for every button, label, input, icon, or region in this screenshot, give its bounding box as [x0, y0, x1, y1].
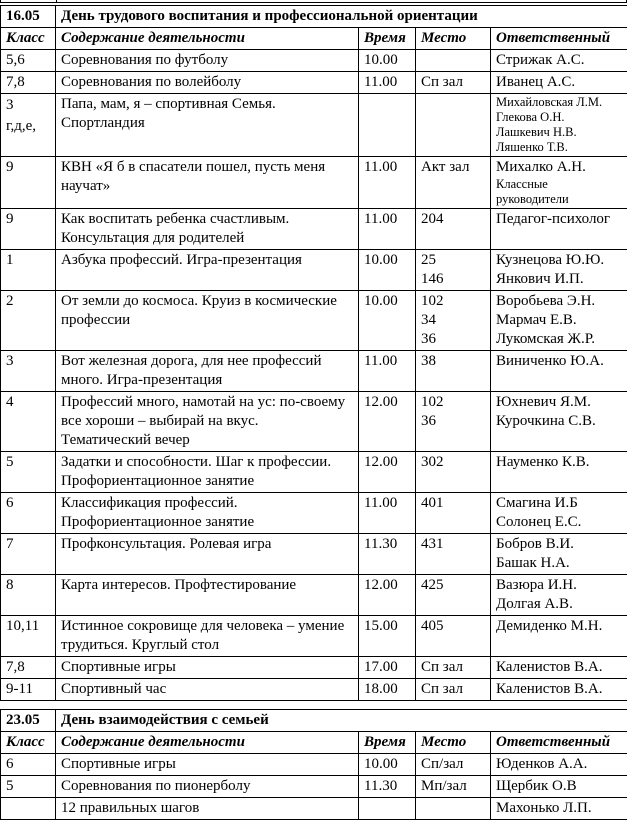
time-cell: 11.00 — [359, 351, 416, 392]
responsible-cell — [491, 392, 627, 452]
activity-text: все хороши – выбирай на вкус. — [61, 412, 354, 431]
class-cell — [1, 157, 56, 209]
class-label: 6 — [6, 755, 51, 774]
place-label: Сп зал — [421, 658, 486, 677]
place-label: Сп зал — [421, 73, 486, 92]
responsible-name: Махонько Л.П. — [496, 799, 623, 818]
content-cell — [56, 72, 359, 94]
place-cell — [416, 679, 491, 701]
class-cell — [1, 657, 56, 679]
activity-text: Профконсультация. Ролевая игра — [61, 535, 354, 554]
content-cell — [56, 50, 359, 72]
class-label: 7 — [6, 535, 51, 554]
place-label: 302 — [421, 453, 486, 472]
responsible-name: Юхневич Я.М. — [496, 393, 623, 412]
activity-text: Профессий много, намотай на ус: по-своему — [61, 393, 354, 412]
class-cell — [1, 94, 56, 157]
activity-text: научат» — [61, 177, 354, 196]
col-header-responsible: Ответственный — [491, 28, 627, 50]
schedule-table-23.05 — [0, 709, 627, 820]
place-label: 38 — [421, 352, 486, 371]
place-cell — [416, 534, 491, 575]
responsible-cell — [491, 657, 627, 679]
activity-text: Соревнования по футболу — [61, 51, 354, 70]
class-label: 2 — [6, 292, 51, 311]
responsible-cell — [491, 452, 627, 493]
class-cell — [1, 72, 56, 94]
responsible-name: Педагог-психолог — [496, 210, 623, 229]
time-cell — [359, 94, 416, 157]
section-date: 16.05 — [1, 6, 56, 28]
responsible-name: Юденков А.А. — [496, 755, 623, 774]
class-label: 10,11 — [6, 617, 51, 636]
class-cell — [1, 575, 56, 616]
section-date: 23.05 — [1, 710, 56, 732]
place-label: Акт зал — [421, 158, 486, 177]
class-cell — [1, 754, 56, 776]
place-cell — [416, 798, 491, 820]
activity-text: Азбука профессий. Игра-презентация — [61, 251, 354, 270]
activity-text: Консультация для родителей — [61, 229, 354, 248]
class-cell — [1, 616, 56, 657]
content-cell — [56, 452, 359, 493]
class-label: 5 — [6, 453, 51, 472]
content-cell — [56, 209, 359, 250]
document-body — [0, 5, 627, 820]
section-header-row — [1, 6, 627, 28]
place-label: 25 — [421, 251, 486, 270]
class-cell — [1, 351, 56, 392]
responsible-name: Демиденко М.Н. — [496, 617, 623, 636]
responsible-cell — [491, 94, 627, 157]
place-cell — [416, 392, 491, 452]
activity-text: много. Игра-презентация — [61, 371, 354, 390]
previous-table-fragment — [0, 0, 627, 3]
time-cell: 17.00 — [359, 657, 416, 679]
place-cell — [416, 94, 491, 157]
content-cell — [56, 157, 359, 209]
activity-text: Вот железная дорога, для нее профессий — [61, 352, 354, 371]
time-cell: 11.00 — [359, 157, 416, 209]
responsible-name: Глекова О.Н. — [496, 110, 623, 125]
responsible-name: Виниченко Ю.А. — [496, 352, 623, 371]
class-label: 9 — [6, 210, 51, 229]
schedule-row — [1, 616, 627, 657]
schedule-row — [1, 452, 627, 493]
responsible-name: Науменко К.В. — [496, 453, 623, 472]
schedule-row — [1, 351, 627, 392]
responsible-cell — [491, 157, 627, 209]
responsible-cell — [491, 776, 627, 798]
place-cell — [416, 157, 491, 209]
activity-text: Как воспитать ребенка счастливым. — [61, 210, 354, 229]
schedule-row — [1, 493, 627, 534]
responsible-name: Башак Н.А. — [496, 554, 623, 573]
time-cell: 11.30 — [359, 776, 416, 798]
time-cell: 10.00 — [359, 50, 416, 72]
content-cell — [56, 575, 359, 616]
place-label: 401 — [421, 494, 486, 513]
responsible-cell — [491, 50, 627, 72]
responsible-name: Каленистов В.А. — [496, 680, 623, 699]
place-label: 431 — [421, 535, 486, 554]
schedule-row — [1, 72, 627, 94]
responsible-cell — [491, 679, 627, 701]
responsible-name: Классные руководители — [496, 177, 623, 207]
schedule-row — [1, 754, 627, 776]
col-header-time: Время — [359, 28, 416, 50]
responsible-name: Мармач Е.В. — [496, 311, 623, 330]
responsible-name: Михалко А.Н. — [496, 158, 623, 177]
responsible-name: Михайловская Л.М. — [496, 95, 623, 110]
activity-text: От земли до космоса. Круиз в космические — [61, 292, 354, 311]
col-header-class: Класс — [1, 732, 56, 754]
responsible-cell — [491, 616, 627, 657]
time-cell: 11.30 — [359, 534, 416, 575]
col-header-time: Время — [359, 732, 416, 754]
content-cell — [56, 679, 359, 701]
responsible-name: Бобров В.И. — [496, 535, 623, 554]
activity-text: 12 правильных шагов — [61, 799, 354, 818]
responsible-cell — [491, 209, 627, 250]
time-cell: 11.00 — [359, 72, 416, 94]
col-header-content: Содержание деятельности — [56, 28, 359, 50]
schedule-row — [1, 291, 627, 351]
schedule-row — [1, 679, 627, 701]
activity-text: Соревнования по пионерболу — [61, 777, 354, 796]
section-header-row — [1, 710, 627, 732]
class-cell — [1, 50, 56, 72]
responsible-name: Смагина И.Б — [496, 494, 623, 513]
class-label: г,д,е, — [6, 116, 51, 137]
place-cell — [416, 209, 491, 250]
class-cell — [1, 250, 56, 291]
activity-text: Соревнования по волейболу — [61, 73, 354, 92]
activity-text: Задатки и способности. Шаг к профессии. — [61, 453, 354, 472]
responsible-cell — [491, 575, 627, 616]
class-cell — [1, 493, 56, 534]
activity-text: Профориентационное занятие — [61, 472, 354, 491]
schedule-row — [1, 250, 627, 291]
place-cell — [416, 575, 491, 616]
schedule-table-16.05 — [0, 5, 627, 701]
time-cell: 12.00 — [359, 452, 416, 493]
content-cell — [56, 616, 359, 657]
place-label: Мп/зал — [421, 777, 486, 796]
responsible-cell — [491, 72, 627, 94]
place-label: 204 — [421, 210, 486, 229]
responsible-name: Вазюра И.Н. — [496, 576, 623, 595]
schedule-row — [1, 94, 627, 157]
place-cell — [416, 776, 491, 798]
content-cell — [56, 351, 359, 392]
content-cell — [56, 657, 359, 679]
table-border-divider — [56, 0, 57, 2]
time-cell: 12.00 — [359, 575, 416, 616]
time-cell: 11.00 — [359, 493, 416, 534]
class-label: 5 — [6, 777, 51, 796]
responsible-name: Щербик О.В — [496, 777, 623, 796]
place-cell — [416, 616, 491, 657]
time-cell: 10.00 — [359, 250, 416, 291]
content-cell — [56, 776, 359, 798]
responsible-name: Солонец Е.С. — [496, 513, 623, 532]
responsible-name: Долгая А.В. — [496, 595, 623, 614]
column-header-row — [1, 732, 627, 754]
responsible-name: Лукомская Ж.Р. — [496, 330, 623, 349]
activity-text: Спортивные игры — [61, 755, 354, 774]
schedule-row — [1, 534, 627, 575]
class-label: 3 — [6, 352, 51, 371]
activity-text: трудиться. Круглый стол — [61, 636, 354, 655]
activity-text: Папа, мам, я – спортивная Семья. — [61, 95, 354, 114]
content-cell — [56, 754, 359, 776]
time-cell — [359, 798, 416, 820]
time-cell: 11.00 — [359, 209, 416, 250]
responsible-name: Лашкевич Н.В. — [496, 125, 623, 140]
place-cell — [416, 72, 491, 94]
place-label: Сп зал — [421, 680, 486, 699]
responsible-cell — [491, 351, 627, 392]
place-label: 405 — [421, 617, 486, 636]
class-label: 9 — [6, 158, 51, 177]
time-cell: 10.00 — [359, 291, 416, 351]
class-label: 6 — [6, 494, 51, 513]
class-label: 4 — [6, 393, 51, 412]
section-title: День взаимодействия с семьей — [56, 710, 627, 732]
place-cell — [416, 250, 491, 291]
activity-text: профессии — [61, 311, 354, 330]
schedule-row — [1, 392, 627, 452]
col-header-place: Место — [416, 28, 491, 50]
content-cell — [56, 392, 359, 452]
col-header-class: Класс — [1, 28, 56, 50]
class-cell — [1, 776, 56, 798]
class-label: 9-11 — [6, 680, 51, 699]
responsible-cell — [491, 754, 627, 776]
responsible-cell — [491, 493, 627, 534]
time-cell: 10.00 — [359, 754, 416, 776]
content-cell — [56, 94, 359, 157]
responsible-cell — [491, 250, 627, 291]
place-label: 36 — [421, 412, 486, 431]
responsible-name: Стрижак А.С. — [496, 51, 623, 70]
content-cell — [56, 534, 359, 575]
class-label: 3 — [6, 95, 51, 116]
time-cell: 18.00 — [359, 679, 416, 701]
place-label: 102 — [421, 393, 486, 412]
place-label: 34 — [421, 311, 486, 330]
responsible-name: Каленистов В.А. — [496, 658, 623, 677]
class-cell — [1, 291, 56, 351]
class-cell — [1, 452, 56, 493]
responsible-cell — [491, 291, 627, 351]
class-cell — [1, 209, 56, 250]
activity-text: Спортландия — [61, 114, 354, 133]
place-label: 425 — [421, 576, 486, 595]
place-cell — [416, 351, 491, 392]
responsible-name: Кузнецова Ю.Ю. — [496, 251, 623, 270]
responsible-name: Иванец А.С. — [496, 73, 623, 92]
place-cell — [416, 50, 491, 72]
class-cell — [1, 534, 56, 575]
place-cell — [416, 452, 491, 493]
activity-text: Классификация профессий. — [61, 494, 354, 513]
schedule-row — [1, 575, 627, 616]
responsible-name: Ляшенко Т.В. — [496, 140, 623, 155]
class-label: 1 — [6, 251, 51, 270]
schedule-row — [1, 157, 627, 209]
section-title: День трудового воспитания и профессиональной ориентации — [56, 6, 627, 28]
place-cell — [416, 754, 491, 776]
responsible-name: Янкович И.П. — [496, 270, 623, 289]
place-label: 102 — [421, 292, 486, 311]
responsible-name: Курочкина С.В. — [496, 412, 623, 431]
class-label: 5,6 — [6, 51, 51, 70]
class-label: 7,8 — [6, 658, 51, 677]
activity-text: Спортивный час — [61, 680, 354, 699]
responsible-cell — [491, 798, 627, 820]
content-cell — [56, 493, 359, 534]
class-cell — [1, 392, 56, 452]
activity-text: КВН «Я б в спасатели пошел, пусть меня — [61, 158, 354, 177]
place-label: Сп/зал — [421, 755, 486, 774]
place-cell — [416, 657, 491, 679]
place-cell — [416, 291, 491, 351]
content-cell — [56, 798, 359, 820]
class-cell — [1, 679, 56, 701]
col-header-content: Содержание деятельности — [56, 732, 359, 754]
place-cell — [416, 493, 491, 534]
schedule-row — [1, 798, 627, 820]
content-cell — [56, 291, 359, 351]
activity-text: Тематический вечер — [61, 431, 354, 450]
responsible-cell — [491, 534, 627, 575]
activity-text: Профориентационное занятие — [61, 513, 354, 532]
responsible-name: Воробьева Э.Н. — [496, 292, 623, 311]
time-cell: 15.00 — [359, 616, 416, 657]
class-label: 8 — [6, 576, 51, 595]
schedule-row — [1, 50, 627, 72]
time-cell: 12.00 — [359, 392, 416, 452]
activity-text: Спортивные игры — [61, 658, 354, 677]
schedule-row — [1, 776, 627, 798]
class-cell — [1, 798, 56, 820]
activity-text: Истинное сокровище для человека – умение — [61, 617, 354, 636]
schedule-row — [1, 209, 627, 250]
class-label: 7,8 — [6, 73, 51, 92]
place-label: 36 — [421, 330, 486, 349]
activity-text: Карта интересов. Профтестирование — [61, 576, 354, 595]
content-cell — [56, 250, 359, 291]
col-header-place: Место — [416, 732, 491, 754]
column-header-row — [1, 28, 627, 50]
schedule-row — [1, 657, 627, 679]
col-header-responsible: Ответственный — [491, 732, 627, 754]
place-label: 146 — [421, 270, 486, 289]
